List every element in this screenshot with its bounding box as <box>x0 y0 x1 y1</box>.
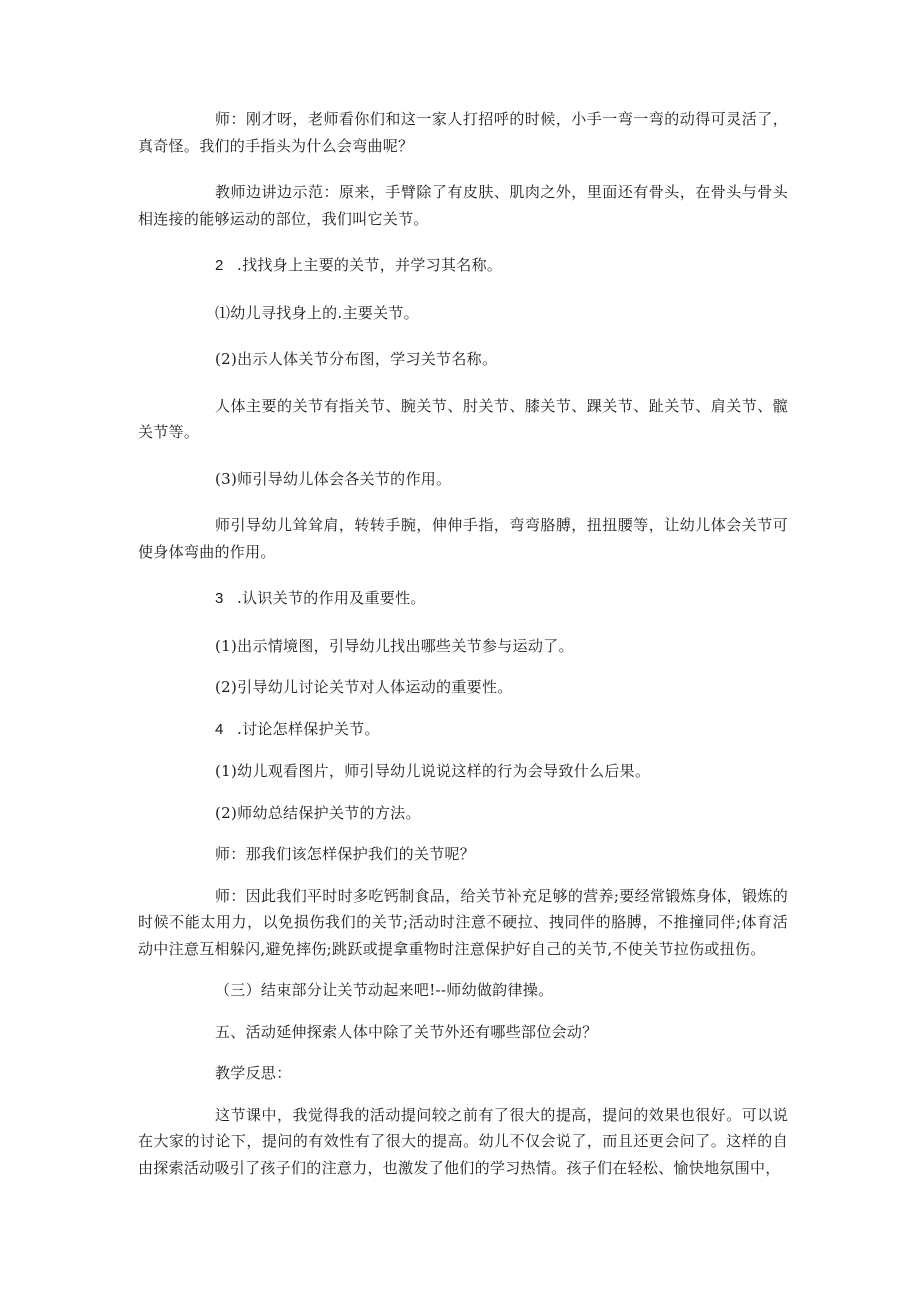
substep-summarize-methods: (2)师幼总结保护关节的方法。 <box>215 803 421 822</box>
substep-show-joint-chart: (2)出示人体关节分布图，学习关节名称。 <box>215 350 498 368</box>
step-3-text: .认识关节的作用及重要性。 <box>237 589 426 607</box>
paragraph-teacher-demo: 教师边讲边示范：原来，手臂除了有皮肤、肌肉之外，里面还有骨头，在骨头与骨头相连接的能够运动的部位，我们叫它关节。 <box>138 183 788 228</box>
step-2-text: .找找身上主要的关节，并学习其名称。 <box>237 256 503 274</box>
step-2-heading <box>138 252 788 280</box>
paragraph-main-joints: 人体主要的关节有指关节、腕关节、肘关节、膝关节、踝关节、趾关节、肩关节、髋关节等。 <box>138 396 788 441</box>
teaching-reflection-heading: 教学反思： <box>215 1064 292 1082</box>
paragraph-teacher-ask-protect: 师：那我们该怎样保护我们的关节呢？ <box>215 845 476 863</box>
paragraph-protect-methods: 师：因此我们平时时多吃钙制食品，给关节补充足够的营养;要经常锻炼身体，锻炼的时候不能太用力，以免损伤我们的关节;活动时注意不硬拉、拽同伴的胳膊，不推撞同伴;体育活动中注意互相躲闪,避免摔伤;跳跃或提拿重物时注意保护好自己的关节,不使关节拉伤或扭伤。 <box>138 886 788 958</box>
step-4-heading <box>138 716 788 744</box>
step-2-number: 2 <box>215 257 224 274</box>
document-body <box>138 106 788 1181</box>
step-3-heading <box>138 585 788 613</box>
substep-situation-image: (1)出示情境图，引导幼儿找出哪些关节参与运动了。 <box>215 636 574 655</box>
substep-feel-joint-function: (3)师引导幼儿体会各关节的作用。 <box>215 469 452 488</box>
substep-find-joints: ⑴幼儿寻找身上的.主要关节。 <box>215 303 419 322</box>
step-4-text: .讨论怎样保护关节。 <box>237 719 380 738</box>
step-3-number: 3 <box>215 590 224 607</box>
paragraph-body-movements: 师引导幼儿耸耸肩，转转手腕，伸伸手指，弯弯胳膊，扭扭腰等，让幼儿体会关节可使身体弯曲的作用。 <box>138 516 788 561</box>
substep-discuss-importance: (2)引导幼儿讨论关节对人体运动的重要性。 <box>215 678 513 696</box>
paragraph-teacher-question: 师：刚才呀，老师看你们和这一家人打招呼的时候，小手一弯一弯的动得可灵活了，真奇怪。我们的手指头为什么会弯曲呢？ <box>138 110 788 155</box>
section-five-extension: 五、活动延伸探索人体中除了关节外还有哪些部位会动？ <box>215 1022 598 1041</box>
section-three-ending: （三）结束部分让关节动起来吧!--师幼做韵律操。 <box>215 981 554 999</box>
substep-watch-pictures: (1)幼儿观看图片，师引导幼儿说说这样的行为会导致什么后果。 <box>215 762 651 780</box>
step-4-number: 4 <box>215 720 224 738</box>
paragraph-reflection: 这节课中，我觉得我的活动提问较之前有了很大的提高，提问的效果也很好。可以说在大家的讨论下，提问的有效性有了很大的提高。幼儿不仅会说了，而且还更会问了。这样的自由探索活动吸引了孩子们的注意力，也激发了他们的学习热情。孩子们在轻松、愉快地氛围中， <box>138 1105 788 1177</box>
